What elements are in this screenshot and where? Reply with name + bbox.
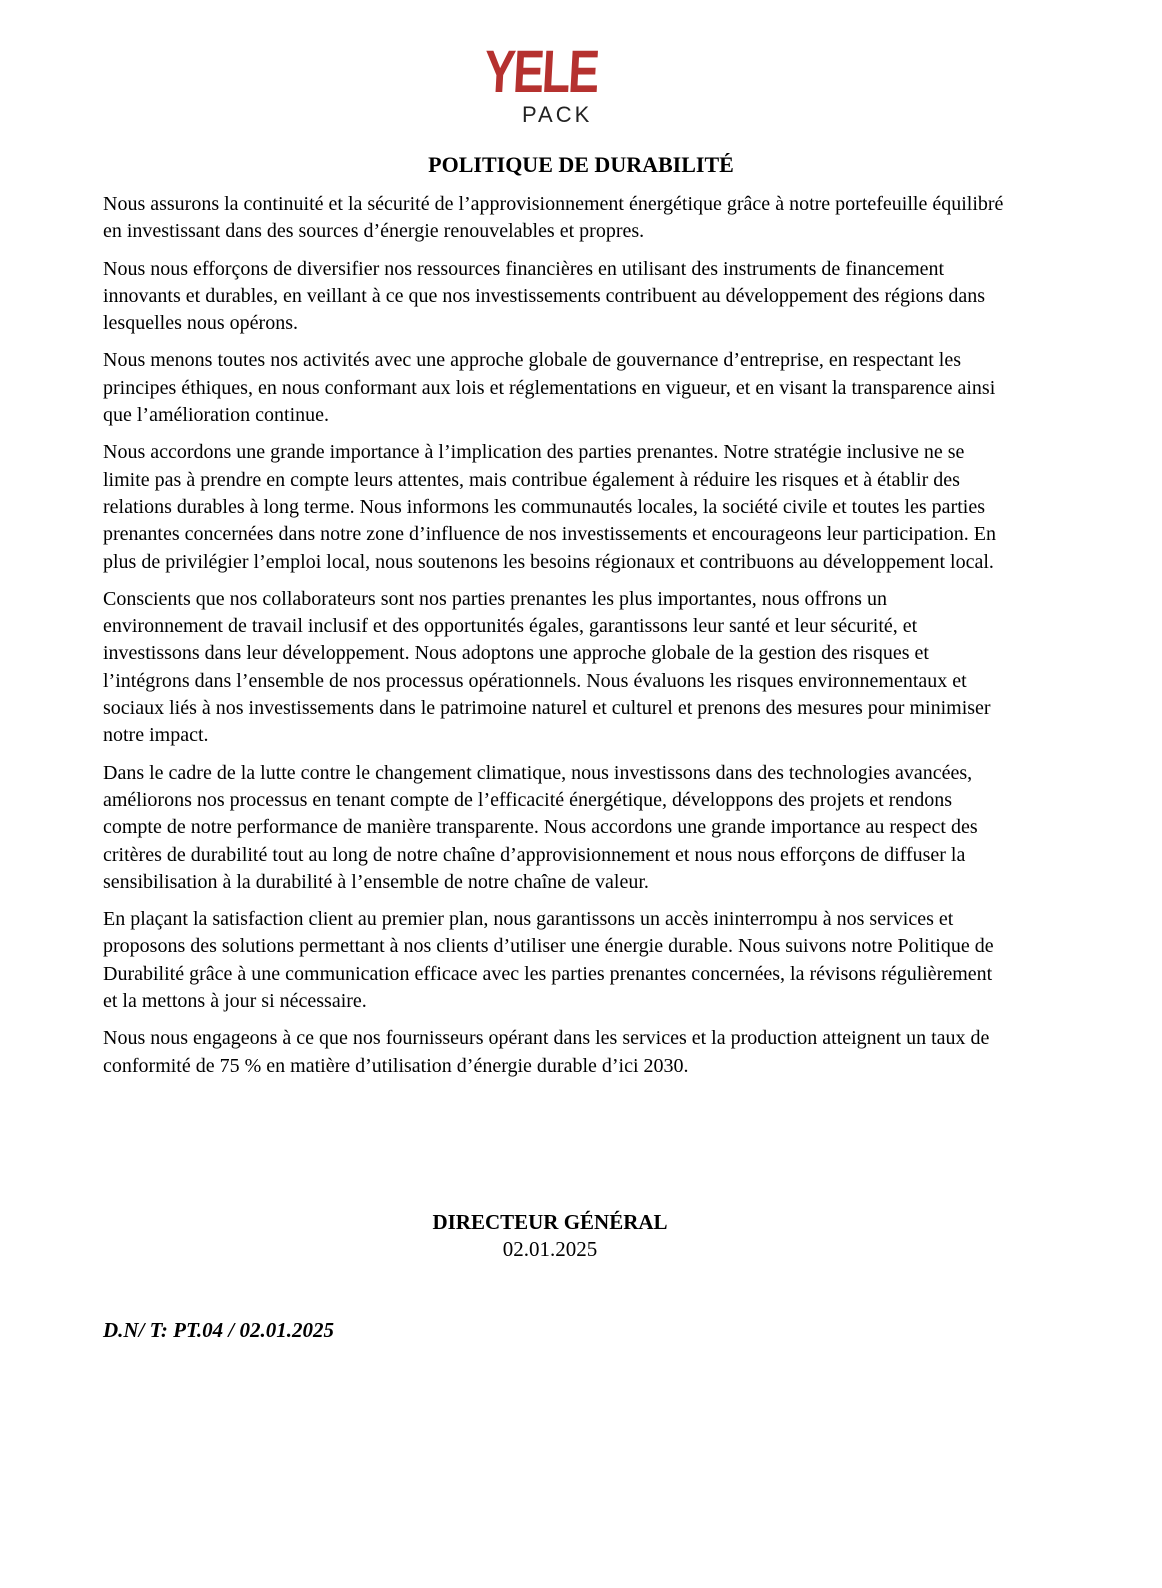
signature-date: 02.01.2025: [502, 1237, 598, 1261]
paragraph-5: Conscients que nos collaborateurs sont nos parties prenantes les plus importantes, nous offrons un environnement de travail inclusif et des opportunités égales, garantissons leur santé et leur sécurité, et investissons dans leur développement. Nous adoptons une approche globale de la gestion des risques et l’intégrons dans l’ensemble de nos processus opérationnels. Nous évaluons les risques environnementaux et sociaux liés à nos investissements dans le patrimoine naturel et culturel et prenons des mesures pour minimiser notre impact.: [103, 587, 991, 747]
logo-wordmark-bottom: PACK: [522, 102, 593, 127]
paragraph-7: En plaçant la satisfaction client au premier plan, nous garantissons un accès ininterrompu à nos services et proposons des solutions permettant à nos clients d’utiliser une énergie durable. Nous suivons notre Politique de Durabilité grâce à une communication efficace avec les parties prenantes concernées, la révisons régulièrement et la mettons à jour si nécessaire.: [103, 908, 994, 1013]
paragraph-8: Nous nous engageons à ce que nos fournisseurs opérant dans les services et la production atteignent un taux de conformité de 75 % en matière d’utilisation d’énergie durable d’ici 2030.: [103, 1027, 990, 1077]
paragraph-6: Dans le cadre de la lutte contre le changement climatique, nous investissons dans des technologies avancées, améliorons nos processus en tenant compte de l’efficacité énergétique, développons des projets et rendons compte de notre performance de manière transparente. Nous accordons une grande importance au respect des critères de durabilité tout au long de notre chaîne d’approvisionnement et nous nous efforçons de diffuser la sensibilisation à la durabilité à l’ensemble de notre chaîne de valeur.: [103, 761, 978, 893]
paragraph-4: Nous accordons une grande importance à l’implication des parties prenantes. Notre stratégie inclusive ne se limite pas à prendre en compte leurs attentes, mais contribue également à réduire les risques et à établir des relations durables à long terme. Nous informons les communautés locales, la société civile et toutes les parties prenantes concernées dans notre zone d’influence de nos investissements et encourageons leur participation. En plus de privilégier l’emploi local, nous soutenons les besoins régionaux et contribuons au développement local.: [103, 441, 997, 573]
document-reference: D.N/ T: PT.04 / 02.01.2025: [103, 1318, 334, 1342]
paragraph-3: Nous menons toutes nos activités avec une approche globale de gouvernance d’entreprise, en respectant les principes éthiques, en nous conformant aux lois et réglementations en vigueur, et en visant la transparence ainsi que l’amélioration continue.: [103, 349, 996, 427]
document-title: POLITIQUE DE DURABILITÉ: [428, 152, 734, 177]
paragraph-1: Nous assurons la continuité et la sécurité de l’approvisionnement énergétique grâce à notre portefeuille équilibré en investissant dans des sources d’énergie renouvelables et propres.: [103, 193, 1004, 243]
signature-block: [0, 1209, 1100, 1263]
document-body: [103, 191, 1008, 1090]
company-logo: [482, 38, 626, 132]
logo-wordmark-top: YELE: [482, 38, 600, 105]
signatory-role: DIRECTEUR GÉNÉRAL: [432, 1210, 668, 1234]
paragraph-2: Nous nous efforçons de diversifier nos ressources financières en utilisant des instruments de financement innovants et durables, en veillant à ce que nos investissements contribuent au développement des régions dans lesquelles nous opérons.: [103, 257, 985, 335]
